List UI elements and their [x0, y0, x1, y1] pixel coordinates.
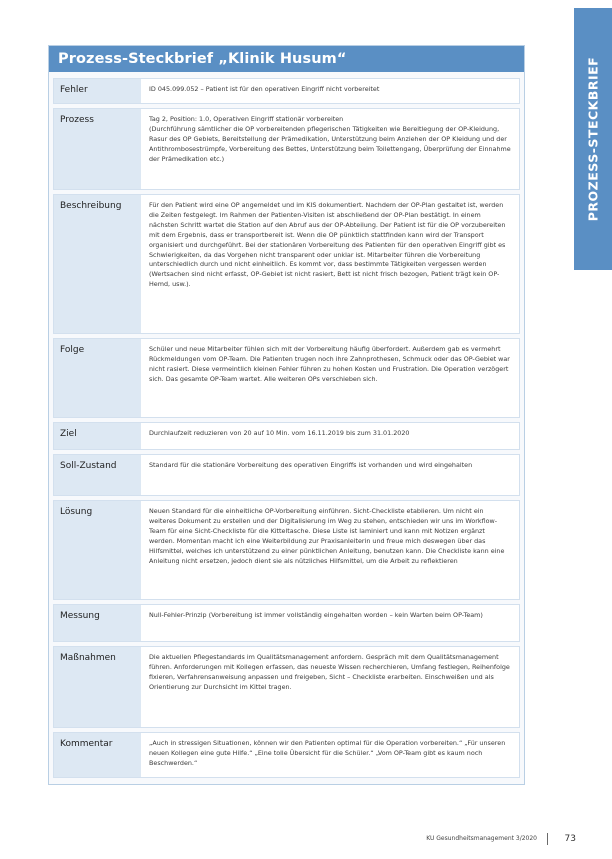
row-label: Ziel	[54, 423, 141, 449]
row-label: Kommentar	[54, 733, 141, 777]
row-label: Soll-Zustand	[54, 455, 141, 495]
row-prozess	[53, 108, 520, 190]
row-value: Die aktuellen Pflegestandards im Qualitätsmanagement anfordern. Gespräch mit dem Qualitätsmanagement führen. Anforderungen mit Kollegen erfassen, das neueste Wissen recherchieren, Umfang festlegen, Reihenfolge fixieren, Verfahrensanweisung anpassen und freigeben, Sicht – Checkliste erarbeiten. Einschweißen und als Orientierung zur Durchsicht im Kittel tragen.	[149, 653, 510, 691]
row-value: Standard für die stationäre Vorbereitung des operativen Eingriffs ist vorhanden und wird eingehalten	[149, 461, 473, 469]
row-label: Maßnahmen	[54, 647, 141, 727]
row-label: Folge	[54, 339, 141, 417]
row-ziel	[53, 422, 520, 450]
row-folge	[53, 338, 520, 418]
row-value: ID 045.099.052 – Patient ist für den operativen Eingriff nicht vorbereitet	[149, 85, 380, 93]
process-brief-box	[48, 45, 525, 785]
footer-divider	[547, 833, 548, 845]
footer-publication: KU Gesundheitsmanagement 3/2020	[426, 835, 537, 842]
row-label: Prozess	[54, 109, 141, 189]
row-label: Fehler	[54, 79, 141, 103]
row-value: Neuen Standard für die einheitliche OP-Vorbereitung einführen. Sicht-Checkliste etablieren. Um nicht ein weiteres Dokument zu erstellen und der Digitalisierung im Weg zu stehen, entschieden wir uns im Workflow-Team für eine Sicht-Checkliste für die Kitteltasche. Diese Liste ist laminiert und kann mit Notizen ergänzt werden. Momentan macht ich eine Weiterbildung zur Praxisanleiterin und freue mich deswegen über das Hilfsmittel, welches ich unterstützend zu einer pünktlichen Anleitung, benutzen kann. Die Checkliste kann eine Anleitung nicht ersetzen, jedoch dient sie als nützliches Hilfsmittel, um die Arbeit zu reflektieren	[149, 507, 505, 565]
row-value: Schüler und neue Mitarbeiter fühlen sich mit der Vorbereitung häufig überfordert. Außerdem gab es vermehrt Rückmeldungen vom OP-Team. Die Patienten trugen noch ihre Zahnprothesen, Schmuck oder das OP-Gebiet war nicht rasiert. Diese vermeintlich kleinen Fehler führen zu hohen Kosten und Frustration. Die Operation verzögert sich. Das gesamte OP-Team wartet. Alle weiteren OPs verschieben sich.	[149, 345, 510, 383]
row-value: Durchlaufzeit reduzieren von 20 auf 10 Min. vom 16.11.2019 bis zum 31.01.2020	[149, 429, 410, 437]
row-value: Null-Fehler-Prinzip (Vorbereitung ist immer vollständig eingehalten worden – kein Warten beim OP-Team)	[149, 611, 483, 619]
row-value: Tag 2, Position: 1.0, Operativen Eingriff stationär vorbereiten (Durchführung sämtlicher die OP vorbereitenden pflegerischen Tätigkeiten wie Bereitlegung der OP-Kleidung, Rasur des OP Gebiets, Bereitstellung der Prämedikation, Unterstützung beim Anziehen der OP Kleidung und der Antithrombosestrümpfe, Vorbereitung des Bettes, Unterstützung beim Toilettengang, Überprüfung der Einnahme der Prämedikation etc.)	[149, 115, 511, 163]
section-side-tab	[574, 8, 612, 270]
brief-title: Prozess-Steckbrief „Klinik Husum“	[49, 46, 524, 72]
brief-rows	[49, 72, 524, 784]
row-messung	[53, 604, 520, 642]
row-kommentar	[53, 732, 520, 778]
row-value: „Auch in stressigen Situationen, können wir den Patienten optimal für die Operation vorbereiten.“ „Für unseren neuen Kollegen eine gute Hilfe.“ „Eine tolle Übersicht für die Schüler.“ „Vom OP-Team gibt es kaum noch Beschwerden.“	[149, 739, 506, 767]
row-fehler	[53, 78, 520, 104]
row-value: Für den Patient wird eine OP angemeldet und im KIS dokumentiert. Nachdem der OP-Plan gestaltet ist, werden die Zeiten festgelegt. Im Rahmen der Patienten-Visiten ist abschließend der OP-Plan bestätigt. In einem nächsten Schritt wartet die Station auf den Abruf aus der OP-Abteilung. Der Patient ist für die OP vorzubereiten mit dem Ergebnis, dass er transportbereit ist. Wenn die OP pünktlich stattfinden kann wird der Transport organisiert und durchgeführt. Bei der stationären Vorbereitung des Patienten für den operativen Eingriff gibt es Schwierigkeiten, da das Vorgehen nicht transparent oder unklar ist. Mitarbeiter führen die Vorbereitung unterschiedlich durch und nicht einheitlich. Es kommt vor, dass bestimmte Tätigkeiten vergessen werden (Wertsachen sind nicht erfasst, OP-Gebiet ist nicht rasiert, Bett ist nicht frisch bezogen, Patient trägt kein OP-Hemd, usw.).	[149, 201, 506, 289]
row-soll-zustand	[53, 454, 520, 496]
row-label: Beschreibung	[54, 195, 141, 333]
row-loesung	[53, 500, 520, 600]
row-massnahmen	[53, 646, 520, 728]
side-tab-label: PROZESS-STECKBRIEF	[585, 56, 601, 222]
row-beschreibung	[53, 194, 520, 334]
page-number: 73	[564, 834, 576, 844]
row-label: Lösung	[54, 501, 141, 599]
row-label: Messung	[54, 605, 141, 641]
